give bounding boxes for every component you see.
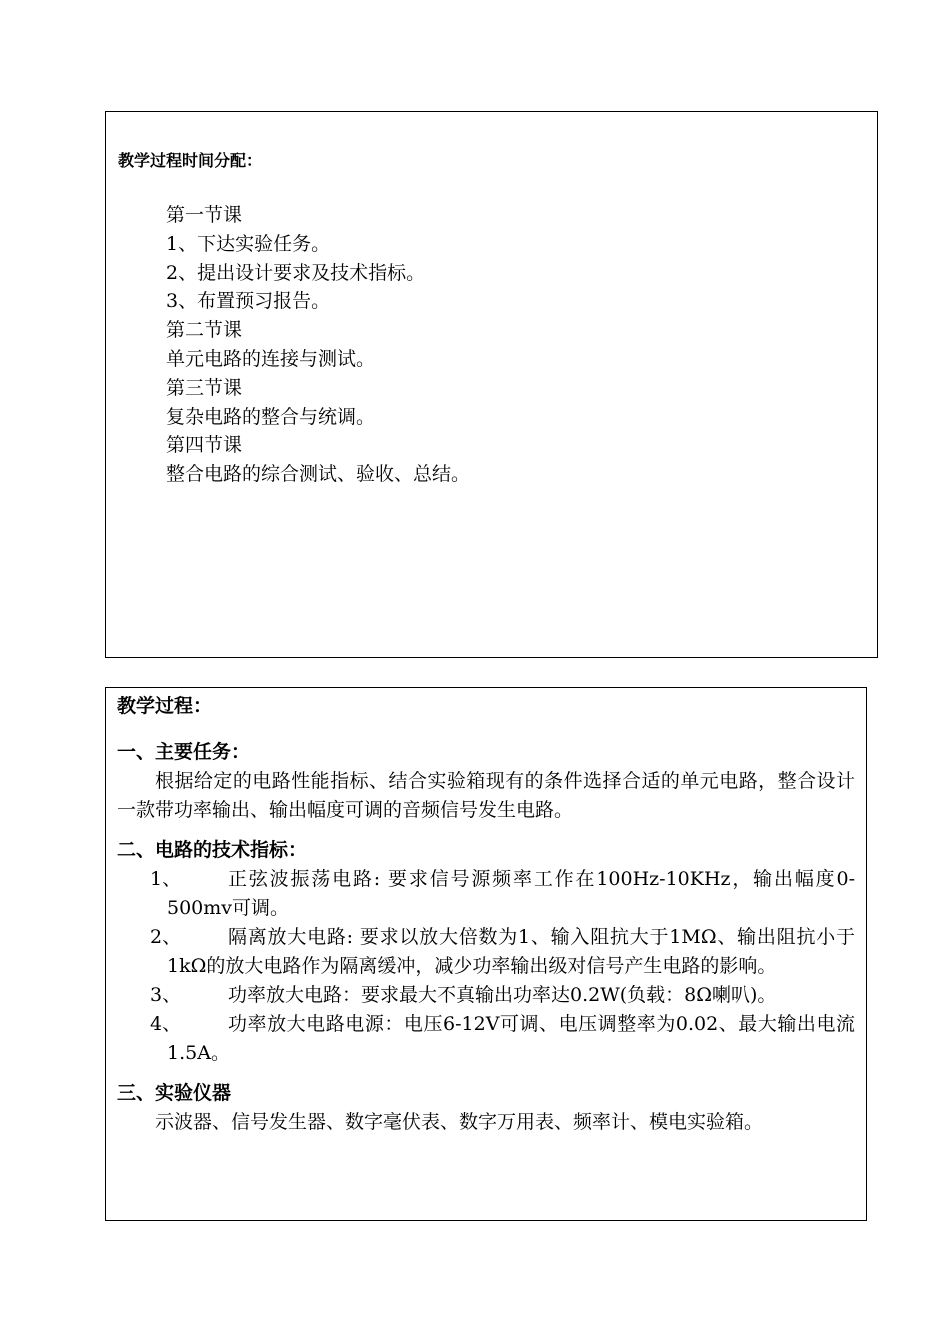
schedule-line: 整合电路的综合测试、验收、总结。 — [166, 463, 471, 486]
schedule-line: 第四节课 — [166, 434, 243, 457]
process-content — [117, 688, 855, 1137]
spec-number: 2、 — [150, 926, 182, 948]
spec-number: 1、 — [150, 868, 182, 890]
spec-item — [117, 981, 855, 1010]
schedule-line: 第一节课 — [166, 204, 243, 226]
process-title: 教学过程： — [117, 695, 213, 717]
schedule-line: 单元电路的连接与测试。 — [166, 347, 376, 370]
schedule-line: 复杂电路的整合与统调。 — [166, 405, 376, 428]
spec-item — [117, 923, 855, 981]
task-text: 根据给定的电路性能指标、结合实验箱现有的条件选择合适的单元电路，整合设计一款带功率输出、输出幅度可调的音频信号发生电路。 — [117, 770, 855, 821]
process-box — [105, 687, 867, 1221]
spec-number: 3、 — [150, 984, 182, 1006]
task-heading: 一、主要任务： — [117, 741, 251, 763]
instrument-text: 示波器、信号发生器、数字毫伏表、数字万用表、频率计、模电实验箱。 — [155, 1111, 764, 1133]
schedule-line: 第三节课 — [166, 376, 243, 399]
instrument-heading: 三、实验仪器 — [117, 1082, 232, 1104]
spec-heading: 二、电路的技术指标： — [117, 839, 308, 861]
schedule-line: 2、提出设计要求及技术指标。 — [166, 261, 426, 284]
schedule-line: 3、布置预习报告。 — [166, 290, 331, 313]
spec-item — [117, 865, 855, 923]
spec-text: 隔离放大电路: 要求以放大倍数为1、输入阻抗大于1MΩ、输出阻抗小于1kΩ的放大电路作为隔离缓冲，减少功率输出级对信号产生电路的影响。 — [167, 926, 855, 977]
schedule-line: 第二节课 — [166, 319, 243, 342]
spec-item — [117, 1010, 855, 1068]
schedule-box — [105, 111, 878, 658]
spec-text: 功率放大电路：要求最大不真输出功率达0.2W(负载：8Ω喇叭)。 — [228, 984, 777, 1006]
schedule-list — [166, 201, 470, 489]
spec-text: 正弦波振荡电路: 要求信号源频率工作在100Hz-10KHz，输出幅度0-500mv可调。 — [167, 868, 855, 919]
schedule-title: 教学过程时间分配： — [118, 151, 263, 170]
spec-text: 功率放大电路电源：电压6-12V可调、电压调整率为0.02、最大输出电流1.5A。 — [167, 1013, 855, 1064]
schedule-line: 1、下达实验任务。 — [166, 232, 331, 255]
spec-number: 4、 — [150, 1013, 182, 1035]
